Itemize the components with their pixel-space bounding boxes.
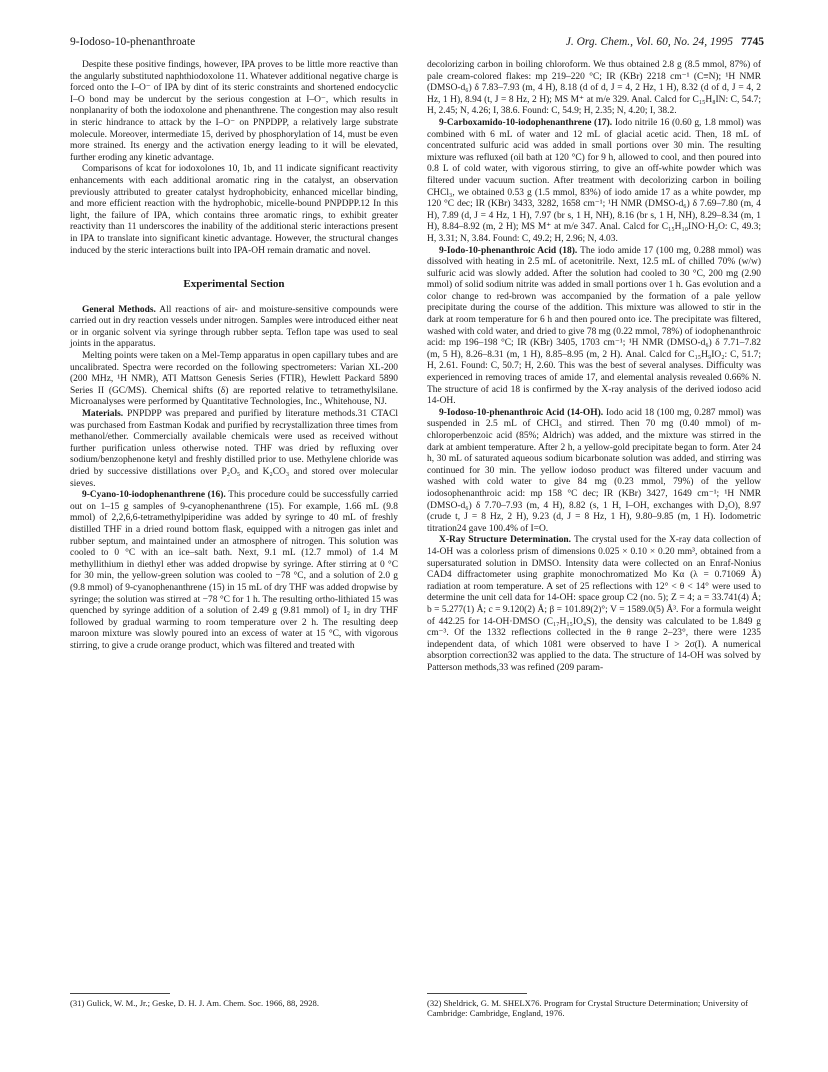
paragraph-discussion-1: Despite these positive findings, however, IPA proves to be little more reactive than the angularly substituted naphthiodoxolone 11. Whatever additional negative charge is forced onto the I–O⁻ of IPA by dint of its steric constraints and shortened endocyclic I–O bond may be undercut by the serious congestion at I–O⁻, which results in nonplanarity of both the iodoxolone and phenanthrene. The congestion may also result in steric hindrance to attack by the I–O⁻ on PNPDPP, a relatively large substrate molecule. Moreover, intermediate 15, derived by phosphorylation of 14, must be even more strained. Its energy and the activation energy leading to it will be elevated, further eroding any kinetic advantage.	[70, 60, 398, 163]
carboxamido-text: Iodo nitrile 16 (0.60 g, 1.8 mmol) was combined with 6 mL of water and 12 mL of glacial acetic acid. Then, 18 mL of concentrated sulfuric acid was added in small portions over 30 min. The resulting mixture was refluxed (oil bath at 120 °C) for 9 h, allowed to cool, and then poured into 0.8 L of cold water, with vigorous stirring, to give an off-white powder which was filtered under vacuum suction. After treatment with decolorizing carbon in boiling CHCl₃, we obtained 0.53 g (1.5 mmol, 83%) of iodo amide 17 as a white powder, mp 120 °C dec; IR (KBr) 3433, 3282, 1658 cm⁻¹; ¹H NMR (DMSO-d₆) δ 7.69–7.80 (m, 4 H), 7.89 (d, J = 4 Hz, 1 H), 7.97 (br s, 1 H, NH), 8.16 (br s, 1 H, NH), 8.29–8.34 (m, 1 H), 8.84–8.92 (m, 2 H); MS M⁺ at m/e 347. Anal. Calcd for C₁₅H₁₀INO·H₂O: C, 49.3; H, 3.31; N, 3.84. Found: C, 49.2; H, 2.96; N, 4.03.	[427, 117, 762, 244]
paragraph-cyano-continued: decolorizing carbon in boiling chloroform. We thus obtained 2.8 g (8.5 mmol, 87%) of pale cream-colored flakes: mp 219–220 °C; IR (KBr) 2218 cm⁻¹ (C≡N); ¹H NMR (DMSO-d₆) δ 7.83–7.93 (m, 4 H), 8.18 (d of d, J = 4, 2 Hz, 1 H), 8.32 (d of d, J = 4, 2 Hz, 1 H), 8.94 (t, J = 8 Hz, 2 H); MS M⁺ at m/e 329. Anal. Calcd for C₁₅H₈IN: C, 54.7; H, 2.45; N, 4.26; I, 38.6. Found: C, 54.9; H, 2.35; N, 4.20; I, 38.2.	[427, 60, 761, 117]
paragraph-cyano	[70, 490, 398, 652]
footnote-32: (32) Sheldrick, G. M. SHELX76. Program for Crystal Structure Determination; University of Cambridge: Cambridge, England, 1976.	[427, 998, 749, 1019]
run-in-head-carboxamido: 9-Carboxamido-10-iodophenanthrene (17).	[439, 117, 613, 128]
materials-text: PNPDPP was prepared and purified by literature methods.31 CTACl was purchased from Eastman Kodak and purified by recrystallization three times from methanol/ether. Commercially available chemicals were used as received without further purification unless otherwise noted. THF was dried by refluxing over sodium/benzophenone ketyl and freshly distilled prior to use. Methylene chloride was dried by successive distillations over P₂O₅ and K₂CO₃ and stored over molecular sieves.	[70, 409, 398, 489]
right-column	[427, 60, 761, 674]
footnote-divider-right	[427, 993, 527, 994]
paragraph-melting-points: Melting points were taken on a Mel-Temp apparatus in open capillary tubes and are uncalibrated. Spectra were recorded on the following spectrometers: Varian XL-200 (200 MHz, ¹H NMR), ATI Mattson Genesis Series (FTIR), Hewlett Packard 5890 Series II (GC/MS). Chemical shifts (δ) are reported relative to tetramethylsilane. Microanalyses were performed by Quantitative Technologies, Inc., Whitehouse, NJ.	[70, 351, 398, 408]
paragraph-discussion-2: Comparisons of kcat for iodoxolones 10, 1b, and 11 indicate significant reactivity enhancements with each additional aromatic ring in the catalyst, an observation previously attributed to greater catalyst hydrophobicity, enhanced micellar binding, and more efficient reaction with the hydrophobic, micelle-bound PNPDPP.12 In this light, the failure of IPA, which contains three aromatic rings, to exhibit greater reactivity than 11 underscores the inability of the additional steric interactions present in IPA to translate into significant kinetic advantage. However, the structural changes induced by the steric interactions built into IPA-OH remain dramatic and novel.	[70, 164, 398, 256]
iodoso-acid-text: Iodo acid 18 (100 mg, 0.287 mmol) was suspended in 2.5 mL of CHCl₃ and stirred. Then 70 mg (0.40 mmol) of m-chloroperbenzoic acid (85%; Aldrich) was added, and the mixture was stirred in the dark at ambient temperature. After 2 h, a yellow-gold precipitate began to form. Ater 24 h, 30 mL of saturated aqueous sodium bicarbonate solution was added, and stirring was continued for 30 min. The yellow iodoso product was filtered under vacuum and washed with cold water to give 84 mg (0.23 mmol, 79%) of the yellow iodosophenanthroic acid: mp 158 °C dec; IR (KBr) 3427, 1649 cm⁻¹; ¹H NMR (DMSO-d₆) δ 7.70–7.93 (m, 4 H), 8.82 (s, 1 H, I–OH, exchanges with D₂O), 8.97 (crude t, J = 8 Hz, 2 H), 9.23 (d, J = 8 Hz, 1 H), 9.80–9.85 (m, 1 H). Iodometric titration24 gave 100.4% of I=O.	[427, 407, 762, 534]
paragraph-general-methods	[70, 305, 398, 351]
running-title: 9-Iodoso-10-phenanthroate	[70, 36, 196, 48]
section-title: Experimental Section	[183, 278, 285, 291]
footnote-divider-left	[70, 993, 170, 994]
cyano-text: This procedure could be successfully carried out on 1–15 g samples of 9-cyanophenanthrene (15). For example, 1.66 mL (9.8 mmol) of 2,2,6,6-tetramethylpiperidine was added by syringe to 40 mL of freshly distilled THF in a dried round bottom flask, equipped with a nitrogen gas inlet and rubber septum, and maintained under an atmosphere of nitrogen. This solution was cooled to 0 °C with an ice–salt bath. Next, 9.1 mL (12.7 mmol) of 1.4 M methyllithium in diethyl ether was added dropwise by syringe. After stirring at 0 °C for 30 min, the yellow-green solution was cooled to −78 °C, and a solution of 2.0 g (9.8 mmol) of 9-cyanophenanthrene (15) in 15 mL of dry THF was added dropwise by syringe; the solution was stirred at −78 °C for 1 h. The resulting ortho-lithiated 15 was quenched by syringe addition of a solution of 2.49 g (9.81 mmol) of I₂ in dry THF followed by gradual warming to room temperature over 2 h. The resulting deep maroon mixture was slowly poured into an excess of water at 15 °C, with vigorous stirring, to give a crude orange product, which was filtered and treated with	[70, 490, 398, 651]
paragraph-carboxamido	[427, 118, 761, 246]
paragraph-materials	[70, 409, 398, 490]
paragraph-iodo-acid	[427, 246, 761, 408]
footnote-31: (31) Gulick, W. M., Jr.; Geske, D. H. J. Am. Chem. Soc. 1966, 88, 2928.	[70, 998, 319, 1008]
run-in-head-general: General Methods.	[82, 304, 156, 315]
general-methods-text: All reactions of air- and moisture-sensitive compounds were carried out in dry reaction vessels under nitrogen. Samples were introduced either neat or in organic solvent via syringe through rubber septa. Teflon tape was used to seal joints in the apparatus.	[70, 304, 399, 350]
run-in-head-iodo-acid: 9-Iodo-10-phenanthroic Acid (18).	[439, 245, 578, 256]
iodo-acid-text: The iodo amide 17 (100 mg, 0.288 mmol) was dissolved with heating in 2.5 mL of acetonitrile. Next, 12.5 mL of chilled 70% (w/w) sulfuric acid was slowly added. After the solution had cooled to 30 °C, 200 mg (2.90 mmol) of solid sodium nitrite was added in small portions over 1 h. Gas evolution and a color change to red-brown was accompanied by the formation of a pale yellow precipitate during the course of the addition. This mixture was allowed to stir in the dark at room temperature for 6 h and then poured onto ice. The precipitate was filtered, washed with cold water, and dried to give 78 mg (0.22 mmol, 78%) of iodophenanthroic acid: mp 196–198 °C; IR (KBr) 3405, 1703 cm⁻¹; ¹H NMR (DMSO-d₆) δ 7.71–7.82 (m, 5 H), 8.26–8.31 (m, 1 H), 8.85–8.95 (m, 2 H). Anal. Calcd for C₁₅H₉IO₂: C, 51.7; H, 2.61. Found: C, 50.7; H, 2.60. This was the best of several analyses. Difficulty was experienced in removing traces of amide 17, and elemental analysis revealed 0.66% N. The structure of acid 18 is confirmed by the X-ray analysis of the derived iodoso acid 14-OH.	[427, 245, 761, 407]
xray-text: The crystal used for the X-ray data collection of 14-OH was a colorless prism of dimensions 0.025 × 0.10 × 0.20 mm³, obtained from a supersaturated solution in DMSO. Intensity data were collected on an Enraf-Nonius CAD4 diffractometer using graphite monochromatized Mo Kα (λ = 0.71069 Å) radiation at room temperature. A set of 25 reflections with 12° < θ < 14° were used to determine the unit cell data for 14-OH: space group C2 (no. 5); Z = 4; a = 33.741(4) Å; b = 5.277(1) Å; c = 9.120(2) Å; β = 101.89(2)°; V = 1589.0(5) Å³. For a formula weight of 442.25 for 14-OH·DMSO (C₁₇H₁₅IO₄S), the density was calculated to be 1.849 g cm⁻³. Of the 1332 reflections collected in the θ range 2–23°, there were 1235 independent data, of which 1081 were observed to have I > 2σ(I). A numerical absorption correction32 was applied to the data. The structure of 14-OH was solved by Patterson methods,33 was refined (209 param-	[427, 535, 761, 673]
page-header	[70, 36, 764, 56]
run-in-head-iodoso-acid: 9-Iodoso-10-phenanthroic Acid (14-OH).	[439, 407, 604, 418]
paragraph-iodoso-acid	[427, 408, 761, 536]
run-in-head-materials: Materials.	[82, 409, 124, 420]
left-column	[70, 60, 398, 653]
journal-name: J. Org. Chem., Vol. 60, No. 24, 1995	[565, 36, 733, 48]
paragraph-xray	[427, 535, 761, 674]
run-in-head-xray: X-Ray Structure Determination.	[439, 535, 572, 546]
page-number: 7745	[741, 36, 764, 48]
journal-citation	[566, 36, 764, 48]
run-in-head-cyano: 9-Cyano-10-iodophenanthrene (16).	[82, 490, 226, 501]
